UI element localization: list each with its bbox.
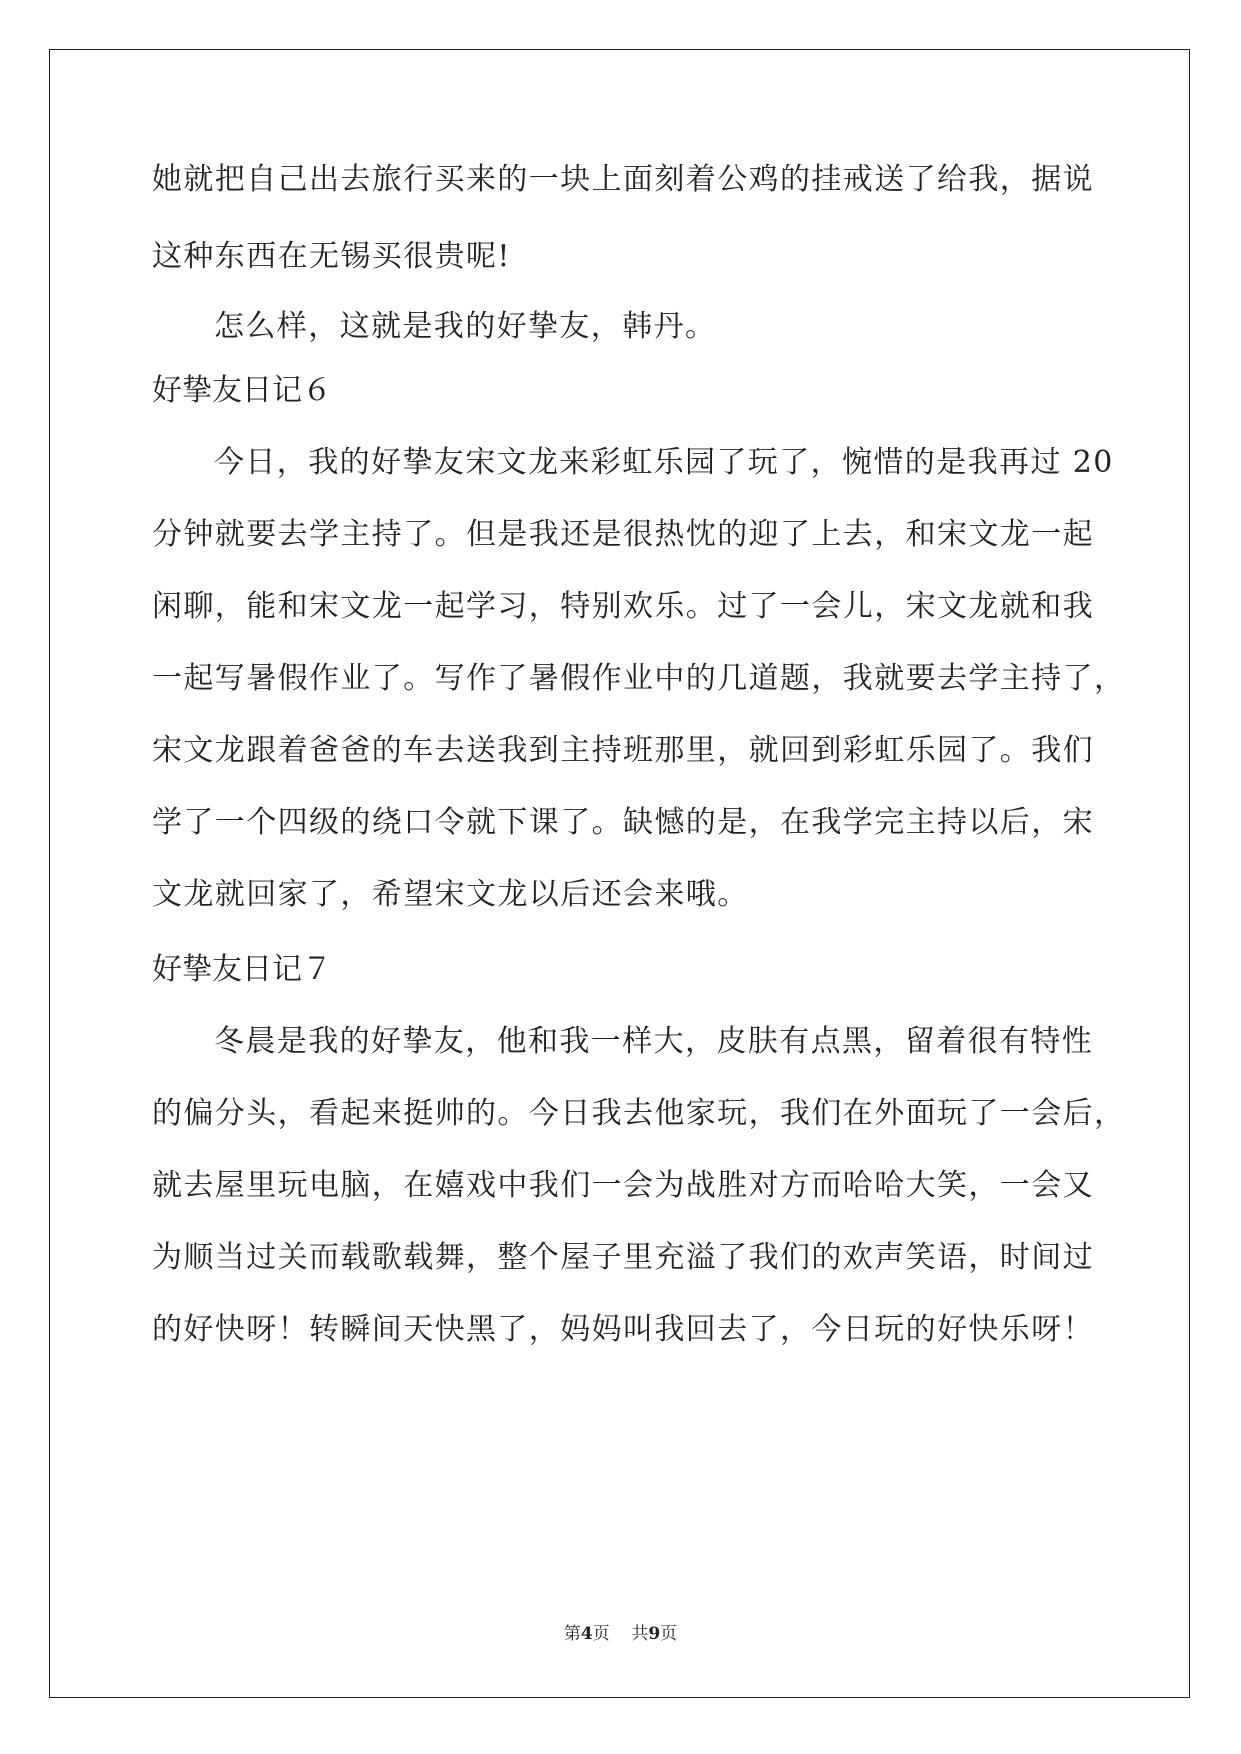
- paragraph-line: 她就把自己出去旅行买来的一块上面刻着公鸡的挂戒送了给我，据说: [152, 162, 1094, 197]
- section-6-body: [152, 443, 1125, 915]
- paragraph-line: 文龙就回家了，希望宋文龙以后还会来哦。: [152, 877, 749, 912]
- section-7-body: [152, 1022, 1125, 1350]
- paragraph-line: 宋文龙跟着爸爸的车去送我到主持班那里，就回到彩虹乐园了。我们: [152, 733, 1094, 768]
- page-total: 9: [648, 1624, 661, 1644]
- section-heading-7: 好挚友日记７: [152, 952, 332, 987]
- section-heading-6: 好挚友日记６: [152, 373, 332, 408]
- paragraph-line: 分钟就要去学主持了。但是我还是很热忱的迎了上去，和宋文龙一起: [152, 517, 1094, 552]
- paragraph-closing: 怎么样，这就是我的好挚友，韩丹。: [214, 309, 717, 344]
- paragraph-continuation: [152, 160, 1094, 277]
- paragraph-line: 的偏分头，看起来挺帅的。今日我去他家玩，我们在外面玩了一会后，: [152, 1096, 1126, 1131]
- paragraph-line: 今日，我的好挚友宋文龙来彩虹乐园了玩了，惋惜的是我再过 20: [214, 445, 1114, 480]
- page-footer: [0, 1623, 1241, 1645]
- paragraph-line: 学了一个四级的绕口令就下课了。缺憾的是，在我学完主持以后，宋: [152, 805, 1094, 840]
- paragraph-line: 为顺当过关而载歌载舞，整个屋子里充溢了我们的欢声笑语，时间过: [152, 1240, 1094, 1275]
- total-prefix: 共: [631, 1624, 649, 1644]
- paragraph-line: 的好快呀！转瞬间天快黑了，妈妈叫我回去了，今日玩的好快乐呀！: [152, 1312, 1094, 1347]
- paragraph-line: 冬晨是我的好挚友，他和我一样大，皮肤有点黑，留着很有特性: [214, 1024, 1094, 1059]
- page-current: 4: [580, 1624, 593, 1644]
- total-suffix: 页: [660, 1624, 678, 1644]
- page-suffix: 页: [592, 1624, 610, 1644]
- paragraph-line: 闲聊，能和宋文龙一起学习，特别欢乐。过了一会儿，宋文龙就和我: [152, 589, 1094, 624]
- page-prefix: 第: [563, 1624, 581, 1644]
- paragraph-line: 这种东西在无锡买很贵呢!: [152, 239, 511, 274]
- paragraph-line: 一起写暑假作业了。写作了暑假作业中的几道题，我就要去学主持了，: [152, 661, 1126, 696]
- paragraph-line: 就去屋里玩电脑，在嬉戏中我们一会为战胜对方而哈哈大笑，一会又: [152, 1168, 1094, 1203]
